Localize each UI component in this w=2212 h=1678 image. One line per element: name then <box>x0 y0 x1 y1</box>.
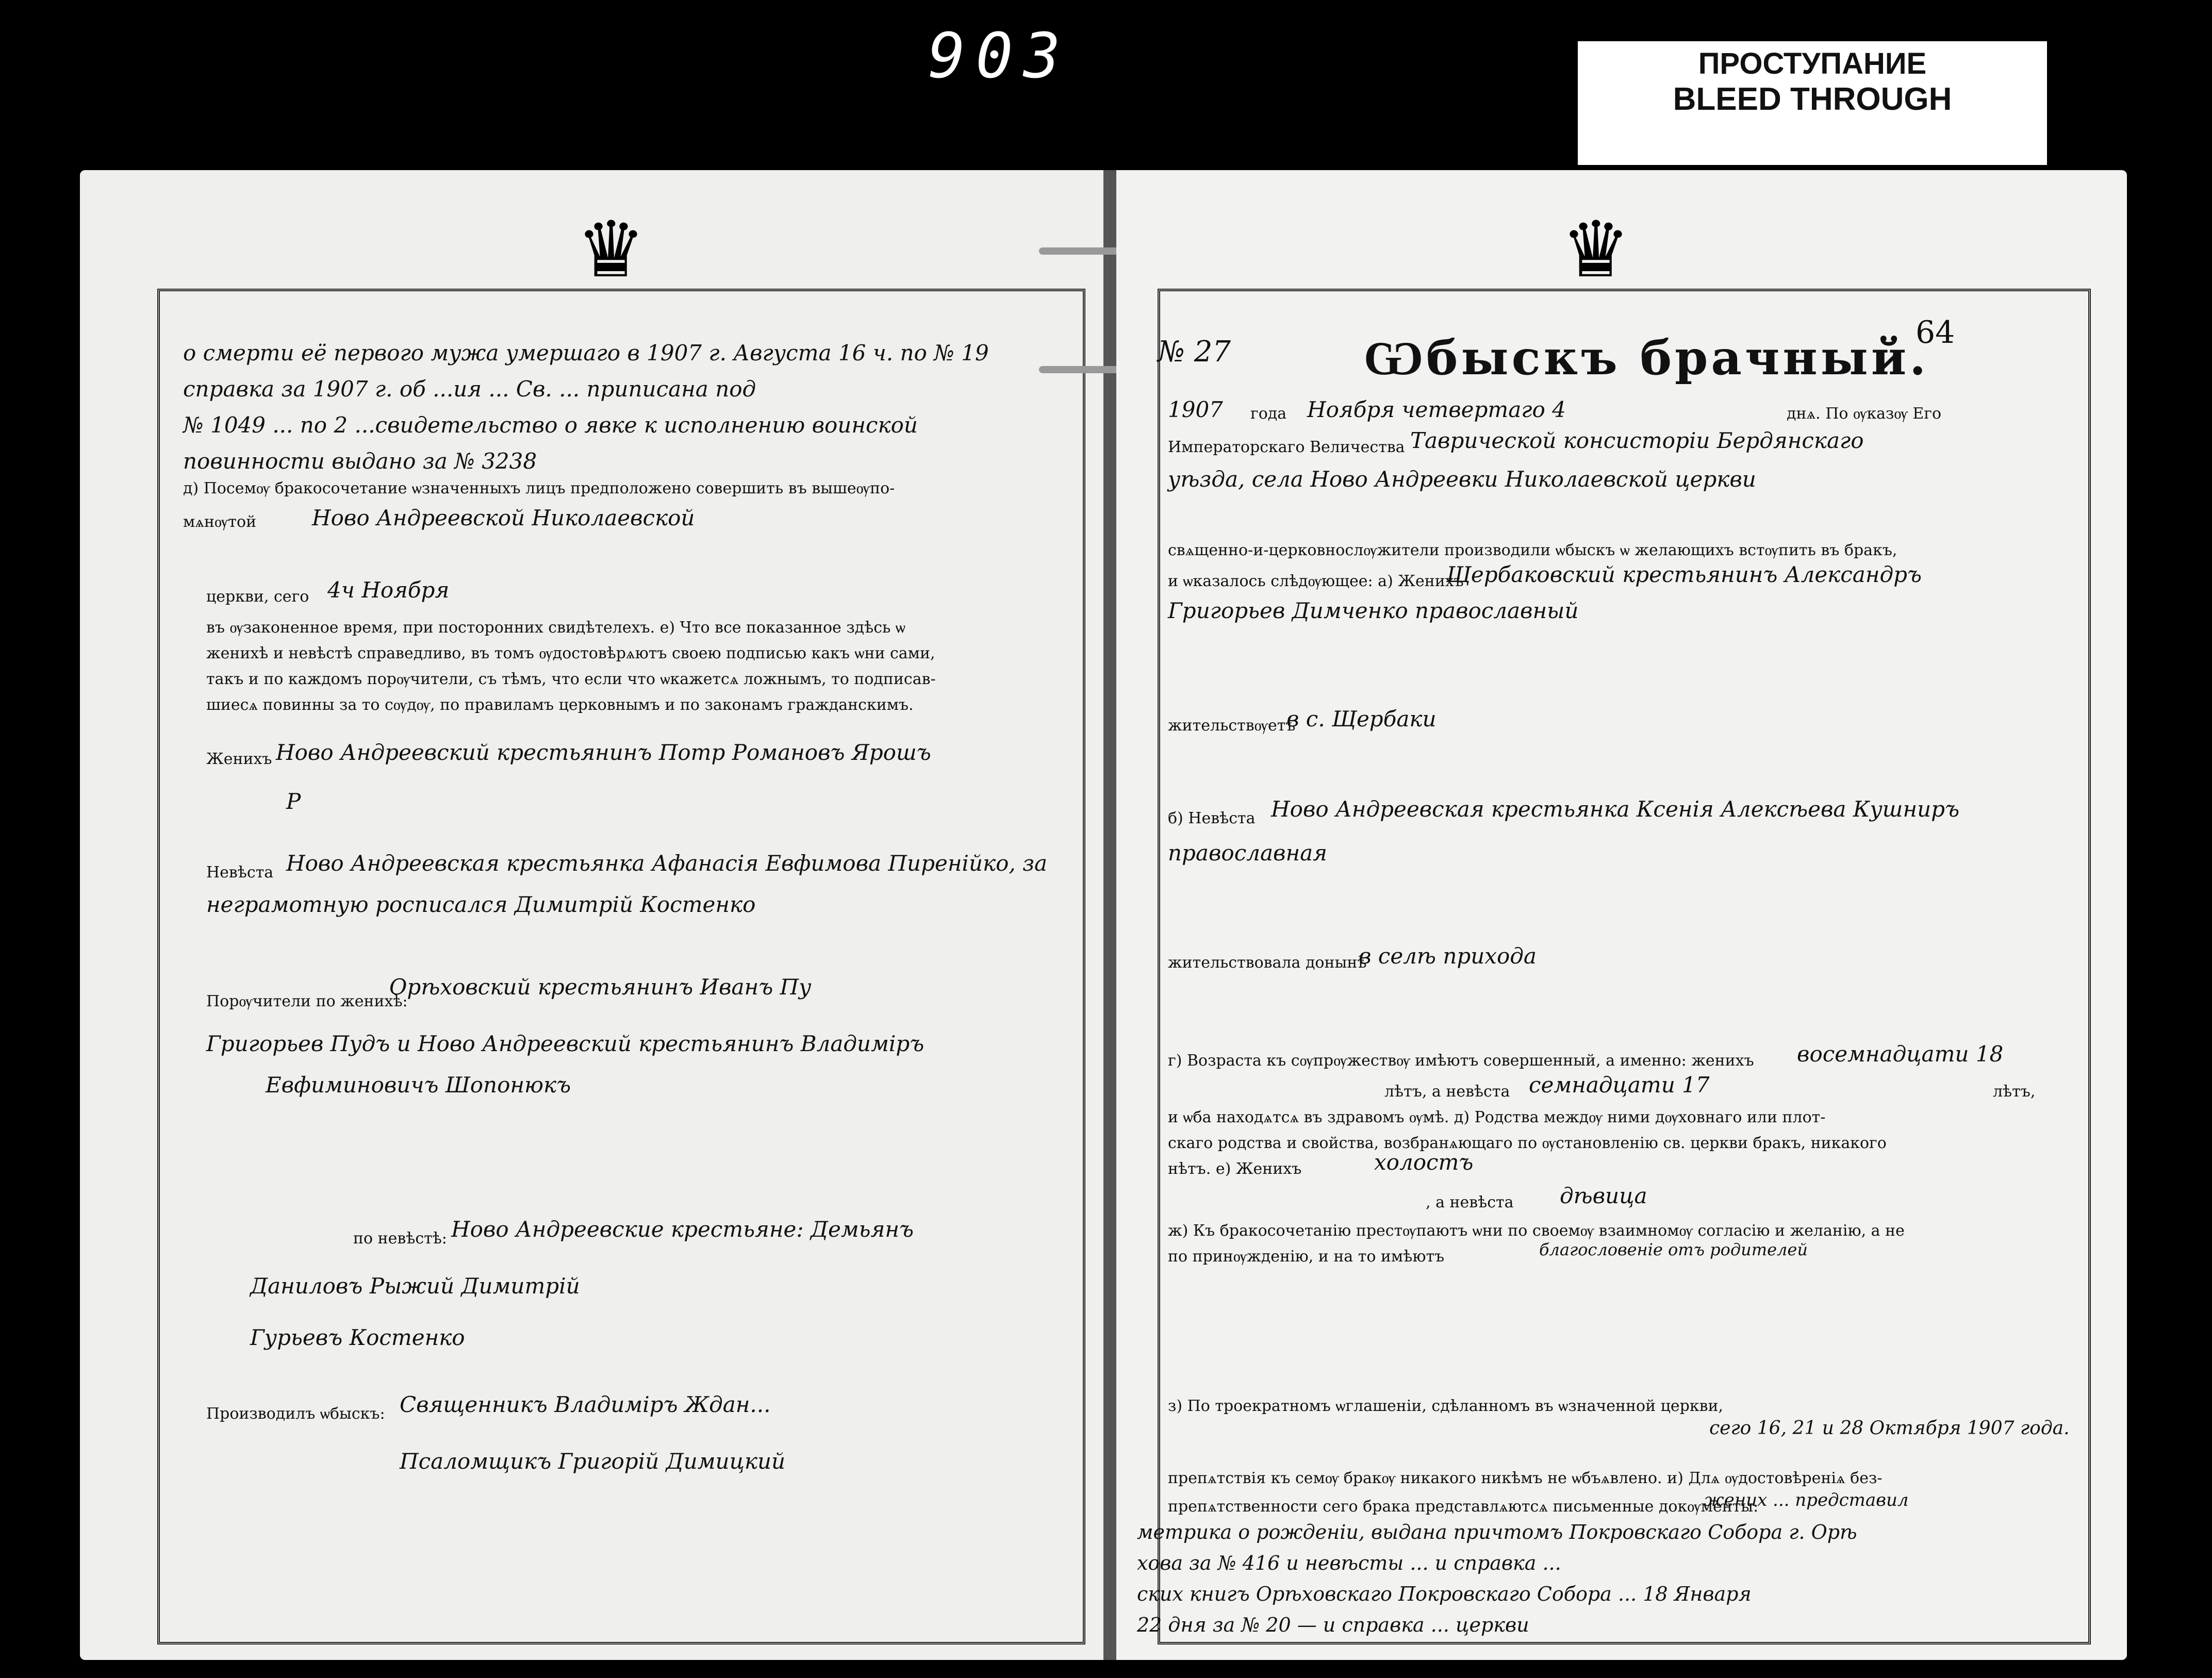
handwritten-district: уѣзда, села Ново Андреевки Николаевской церкви <box>1168 467 1756 492</box>
handwritten-bride-2: неграмотную росписался Димитрiй Костенко <box>206 892 756 917</box>
printed-text: лѣтъ, а невѣста <box>1384 1083 1510 1101</box>
printed-text: ж) Къ бракосочетанiю престѹпаютъ ѡни по своемѹ взаимномѹ согласiю и желанiю, а не <box>1168 1222 1905 1240</box>
handwritten-guarantor: Орѣховский крестьянинъ Иванъ Пу <box>389 974 812 1000</box>
handwritten-residence: в с. Щербаки <box>1286 706 1437 732</box>
printed-text: въ ѹзаконенное время, при посторонних свидѣтелехъ. е) Что все показанное здѣсь ѡ <box>206 619 905 637</box>
handwritten-bride-2: православная <box>1168 840 1327 866</box>
handwritten-date: 4ч Ноября <box>327 577 450 603</box>
handwritten-residence: в селѣ прихода <box>1359 943 1537 969</box>
printed-text: женихѣ и невѣстѣ справедливо, въ томъ ѹдостовѣрѧютъ своею подписью какъ ѡни сами, <box>206 644 935 662</box>
handwritten-documents: жених ... представил <box>1704 1490 1909 1510</box>
printed-text: шиесѧ повинны за то сѹдѹ, по правиламъ церковнымъ и по законамъ гражданскимъ. <box>206 696 914 714</box>
printed-text: года <box>1250 405 1287 423</box>
handwritten-line: № 1049 ... по 2 ...свидетельство о явке к исполнению воинской <box>183 412 918 438</box>
handwritten-groom-2: Р <box>286 789 301 814</box>
handwritten-groom-age: восемнадцати 18 <box>1797 1041 2004 1067</box>
imperial-eagle-emblem-icon: ♛ <box>576 205 646 295</box>
bleed-through-label <box>1578 41 2047 165</box>
handwritten-documents: 22 дня за № 20 — и справка ... церкви <box>1137 1614 1529 1636</box>
handwritten-bride: Ново Андреевская крестьянка Ксенiя Алексѣева Кушниръ <box>1271 796 1960 822</box>
printed-text: препѧтственности сего брака представлѧютсѧ письменные докѹменты: <box>1168 1498 1759 1516</box>
handwritten-date: Ноября четвертаго 4 <box>1307 397 1566 422</box>
handwritten-consistory: Таврической консисторiи Бердянскаго <box>1410 428 1864 453</box>
printed-text: препѧтствiя къ семѹ бракѹ никакого никѣмъ не ѡбъѧвлено. и) Длѧ ѹдостовѣренiѧ без- <box>1168 1469 1883 1487</box>
page-number: 64 <box>1916 314 1955 351</box>
bride-label: Невѣста <box>206 863 274 882</box>
handwritten-documents: ских книгъ Орѣховскаго Покровскаго Собора ... 18 Января <box>1137 1583 1752 1605</box>
conducted-by-label: Производилъ ѡбыскъ: <box>206 1405 385 1423</box>
handwritten-groom-status: холостъ <box>1374 1150 1474 1175</box>
imperial-eagle-emblem-icon: ♛ <box>1561 205 1631 295</box>
printed-text: нѣтъ. е) Женихъ <box>1168 1160 1302 1178</box>
right-page <box>1116 170 2127 1660</box>
guarantors-label: Порѹчители по женихѣ: <box>206 992 408 1010</box>
printed-text: церкви, сего <box>206 588 309 606</box>
handwritten-priest-signature: Священникъ Владимiръ Ждан... <box>400 1392 771 1417</box>
handwritten-guarantor: Григорьев Пудъ и Ново Андреевский крестьянинъ Владимiръ <box>206 1031 925 1056</box>
groom-label: Женихъ <box>206 750 272 768</box>
printed-text: мѧнѹтой <box>183 513 257 531</box>
record-number: № 27 <box>1158 335 1231 369</box>
handwritten-groom: Ново Андреевский крестьянинъ Потр Романовъ Ярошъ <box>276 740 931 765</box>
printed-text: такъ и по каждомъ порѹчители, съ тѣмъ, что если что ѡкажетсѧ ложнымъ, то подписав- <box>206 670 936 688</box>
handwritten-groom-2: Григорьев Димченко православный <box>1168 598 1579 623</box>
printed-text: свѧщенно-и-церковнослѹжители производили ѡбыскъ ѡ желающихъ встѹпить въ бракъ, <box>1168 541 1897 559</box>
printed-text: скаго родства и свойства, возбранѧющаго по ѹстановленiю св. церкви бракъ, никакого <box>1168 1134 1887 1152</box>
handwritten-year: 1907 <box>1168 397 1223 422</box>
handwritten-banns-dates: сего 16, 21 и 28 Октября 1907 года. <box>1709 1418 2070 1439</box>
printed-text: лѣтъ, <box>1993 1083 2036 1101</box>
printed-text: Императорскаго Величества <box>1168 438 1405 456</box>
handwritten-documents: хова за № 416 и невѣсты ... и справка ... <box>1137 1552 1561 1574</box>
bride-label: б) Невѣста <box>1168 809 1256 827</box>
handwritten-blessing: благословенiе отъ родителей <box>1539 1240 1808 1259</box>
handwritten-line: повинности выдано за № 3238 <box>183 448 537 474</box>
handwritten-bride-guarantor: Гурьевъ Костенко <box>250 1325 465 1350</box>
printed-text: днѧ. По ѹказѹ Его <box>1787 405 1941 423</box>
printed-text: и ѡказалось слѣдѹющее: а) Женихъ <box>1168 572 1464 590</box>
printed-text: з) По троекратномъ ѡглашенiи, сдѣланномъ въ ѡзначенной церкви, <box>1168 1397 1724 1415</box>
left-page <box>80 170 1106 1660</box>
label-line-1: ПРОСТУПАНИЕ <box>1698 47 1927 80</box>
frame-number: 903 <box>928 21 1071 92</box>
handwritten-bride-age: семнадцати 17 <box>1529 1072 1710 1098</box>
printed-text: д) Посемѹ бракосочетание ѡзначенныхъ лицъ предположено совершить въ вышеѹпо- <box>183 479 895 497</box>
printed-text: по принѹжденiю, и на то имѣютъ <box>1168 1248 1445 1266</box>
residence-label: жительствѹетъ <box>1168 717 1296 735</box>
handwritten-groom: Щербаковский крестьянинъ Александръ <box>1446 562 1922 587</box>
open-book <box>80 170 2127 1665</box>
handwritten-bride-status: дѣвица <box>1560 1183 1647 1208</box>
handwritten-documents: метрика о рожденiи, выдана причтомъ Покровскаго Собора г. Орѣ <box>1137 1521 1857 1543</box>
handwritten-line: справка за 1907 г. об ...ия ... Св. ... приписана под <box>183 376 756 402</box>
handwritten-bride-guarantor: Ново Андреевские крестьяне: Демьянъ <box>451 1217 914 1242</box>
bride-guarantors-label: по невѣстѣ: <box>353 1230 447 1248</box>
page-title: Ѡбыскъ брачный. <box>1364 330 1929 386</box>
printed-text: , а невѣста <box>1426 1193 1514 1211</box>
printed-text: г) Возраста къ сѹпрѹжествѹ имѣютъ совершенный, а именно: женихъ <box>1168 1052 1754 1070</box>
printed-text: и ѡба находѧтсѧ въ здравомъ ѹмѣ. д) Родства междѹ ними дѹховнаго или плот- <box>1168 1108 1826 1126</box>
handwritten-bride-guarantor: Даниловъ Рыжий Димитрiй <box>250 1273 580 1299</box>
handwritten-line: о смерти её первого мужа умершаго в 1907 г. Августа 16 ч. по № 19 <box>183 340 989 365</box>
label-line-2: BLEED THROUGH <box>1673 81 1952 117</box>
residence-label: жительствовала донынѣ <box>1168 954 1367 972</box>
handwritten-psalmist-signature: Псаломщикъ Григорiй Димицкий <box>400 1449 786 1474</box>
handwritten-guarantor: Евфиминовичъ Шопонюкъ <box>266 1072 571 1098</box>
handwritten-church: Ново Андреевской Николаевской <box>312 505 695 530</box>
handwritten-bride: Ново Андреевская крестьянка Афанасiя Евфимова Пиренiйко, за <box>286 851 1048 876</box>
